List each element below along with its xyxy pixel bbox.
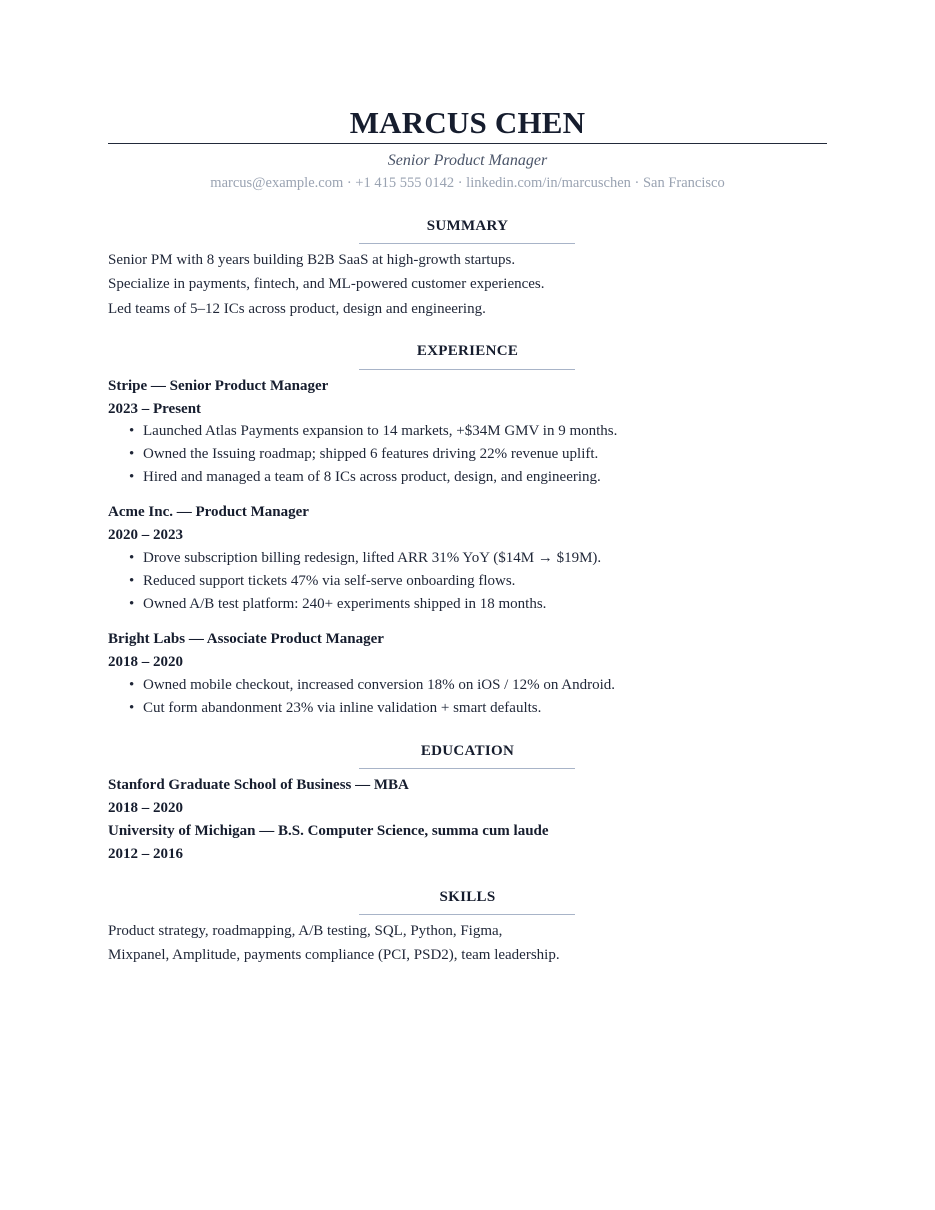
job-bullet xyxy=(129,698,541,718)
section-divider-education xyxy=(359,768,575,769)
section-title-skills: SKILLS xyxy=(439,889,496,905)
contact-line: marcus@example.com · +1 415 555 0142 · linkedin.com/in/marcuschen · San Francisco xyxy=(210,175,725,191)
bullet-glyph: • xyxy=(129,446,135,462)
education-dates: 2012 – 2016 xyxy=(108,846,183,862)
section-title-experience: EXPERIENCE xyxy=(416,343,519,359)
bullet-text: Owned mobile checkout, increased conversion 18% on iOS / 12% on Android. xyxy=(143,677,615,693)
bullet-glyph: • xyxy=(129,573,135,589)
education-heading: University of Michigan — B.S. Computer Science, summa cum laude xyxy=(108,823,549,839)
job-heading: Bright Labs — Associate Product Manager xyxy=(108,631,384,647)
bullet-text: Owned A/B test platform: 240+ experiments shipped in 18 months. xyxy=(143,596,547,612)
bullet-glyph: • xyxy=(129,700,135,716)
bullet-text: Reduced support tickets 47% via self-serve onboarding flows. xyxy=(143,573,516,589)
job-bullet xyxy=(129,594,546,614)
job-bullet xyxy=(129,467,601,487)
education-dates: 2018 – 2020 xyxy=(108,800,183,816)
job-heading: Acme Inc. — Product Manager xyxy=(108,504,309,520)
section-title-education: EDUCATION xyxy=(420,743,515,759)
summary-line: Led teams of 5–12 ICs across product, design and engineering. xyxy=(108,301,486,317)
skills-line: Product strategy, roadmapping, A/B testing, SQL, Python, Figma, xyxy=(108,923,503,939)
education-heading: Stanford Graduate School of Business — MBA xyxy=(108,777,409,793)
bullet-glyph: • xyxy=(129,677,135,693)
section-divider-experience xyxy=(359,369,575,370)
bullet-glyph: • xyxy=(129,423,135,439)
section-divider-summary xyxy=(359,243,575,244)
candidate-role: Senior Product Manager xyxy=(387,152,548,169)
summary-line: Senior PM with 8 years building B2B SaaS at high-growth startups. xyxy=(108,252,516,268)
bullet-glyph: • xyxy=(129,550,135,566)
section-title-summary: SUMMARY xyxy=(426,218,509,234)
skills-line: Mixpanel, Amplitude, payments compliance (PCI, PSD2), team leadership. xyxy=(108,947,560,963)
job-bullet xyxy=(129,548,601,568)
summary-line: Specialize in payments, fintech, and ML-powered customer experiences. xyxy=(108,276,545,292)
job-bullet xyxy=(129,444,598,464)
bullet-glyph: • xyxy=(129,596,135,612)
job-bullet xyxy=(129,675,615,695)
bullet-text: Owned the Issuing roadmap; shipped 6 features driving 22% revenue uplift. xyxy=(143,446,599,462)
bullet-text: Launched Atlas Payments expansion to 14 markets, +$34M GMV in 9 months. xyxy=(143,423,618,439)
job-bullet xyxy=(129,421,617,441)
bullet-text: Cut form abandonment 23% via inline validation + smart defaults. xyxy=(143,700,542,716)
job-dates: 2020 – 2023 xyxy=(108,527,183,543)
section-divider-skills xyxy=(359,914,575,915)
candidate-name: MARCUS CHEN xyxy=(349,105,586,140)
bullet-text: Hired and managed a team of 8 ICs across product, design, and engineering. xyxy=(143,469,601,485)
job-heading: Stripe — Senior Product Manager xyxy=(108,378,329,394)
job-dates: 2018 – 2020 xyxy=(108,654,183,670)
job-dates: 2023 – Present xyxy=(108,401,202,417)
bullet-glyph: • xyxy=(129,469,135,485)
job-bullet xyxy=(129,571,515,591)
header-divider xyxy=(108,143,827,144)
bullet-text: Drove subscription billing redesign, lifted ARR 31% YoY ($14M → $19M). xyxy=(143,550,602,566)
